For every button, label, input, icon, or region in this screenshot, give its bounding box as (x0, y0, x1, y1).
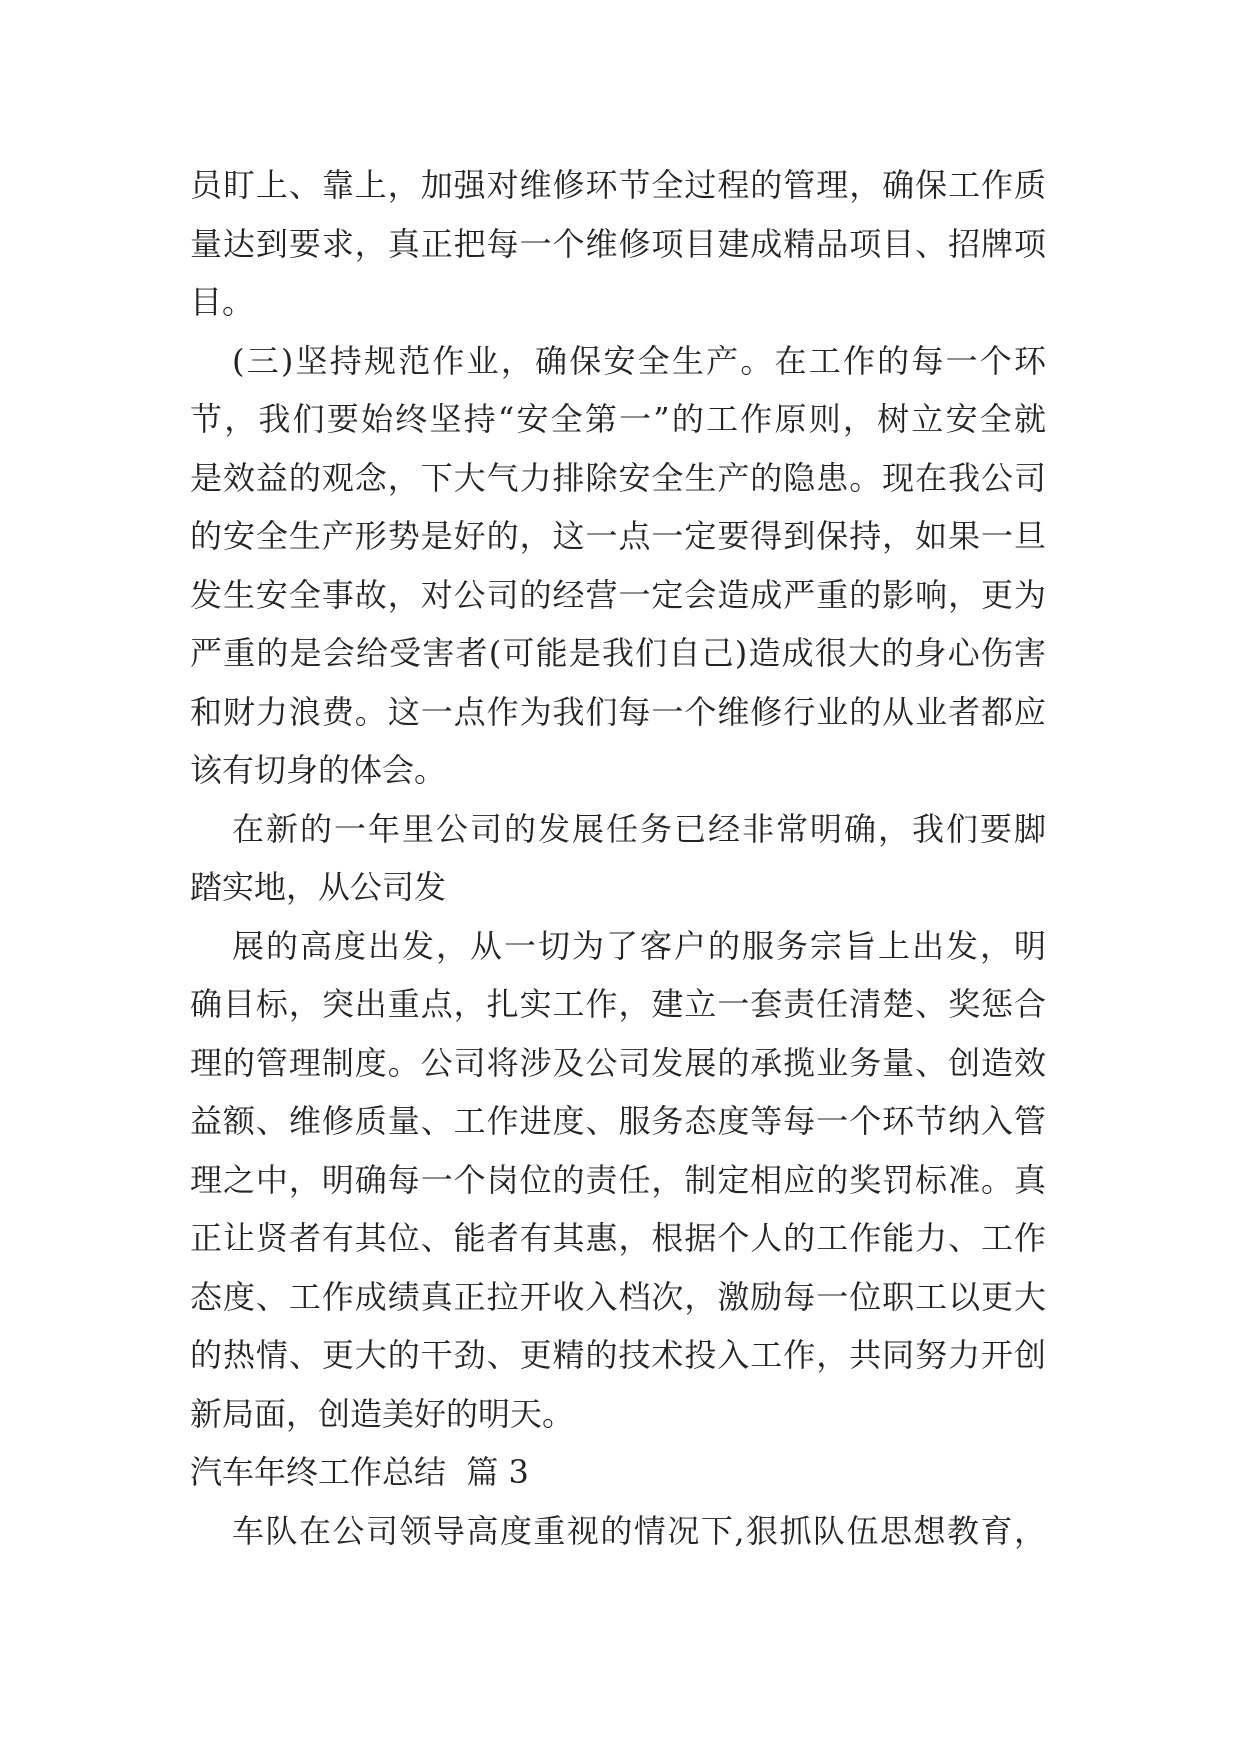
paragraph-first-line: 展的高度出发，从一切为了客户的服务宗旨上出发，明 (232, 926, 1046, 965)
document-body (190, 156, 1046, 1560)
text-line: 理的管理制度。公司将涉及公司发展的承揽业务量、创造效 (190, 1043, 1046, 1082)
text-line: 的热情、更大的干劲、更精的技术投入工作，共同努力开创 (190, 1336, 1046, 1374)
text-line: 严重的是会给受害者(可能是我们自己)造成很大的身心伤害 (190, 634, 1046, 672)
text-line: 发生安全事故，对公司的经营一定会造成严重的影响，更为 (190, 575, 1046, 614)
text-line: 和财力浪费。这一点作为我们每一个维修行业的从业者都应 (190, 692, 1046, 731)
paragraph-first-line: 在新的一年里公司的发展任务已经非常明确，我们要脚 (232, 809, 1046, 848)
text-line: 节，我们要始终坚持“安全第一”的工作原则，树立安全就 (190, 400, 1046, 438)
text-line: 员盯上、靠上，加强对维修环节全过程的管理，确保工作质 (190, 166, 1046, 204)
text-line: 正让贤者有其位、能者有其惠，根据个人的工作能力、工作 (190, 1219, 1046, 1257)
text-line: 理之中，明确每一个岗位的责任，制定相应的奖罚标准。真 (190, 1160, 1046, 1199)
text-line: 目。 (190, 283, 255, 321)
text-line: 量达到要求，真正把每一个维修项目建成精品项目、招牌项 (190, 224, 1046, 263)
paragraph-first-line: (三)坚持规范作业，确保安全生产。在工作的每一个环 (232, 341, 1046, 380)
text-line: 踏实地，从公司发 (190, 868, 447, 906)
text-line: 确目标，突出重点，扎实工作，建立一套责任清楚、奖惩合 (190, 985, 1046, 1023)
paragraph-first-line: 车队在公司领导高度重视的情况下,狠抓队伍思想教育， (232, 1511, 1046, 1550)
text-line: 新局面，创造美好的明天。 (190, 1394, 575, 1433)
text-line: 的安全生产形势是好的，这一点一定要得到保持，如果一旦 (190, 517, 1046, 555)
section-heading: 汽车年终工作总结 篇 3 (190, 1453, 529, 1491)
text-line: 益额、维修质量、工作进度、服务态度等每一个环节纳入管 (190, 1102, 1046, 1140)
text-line: 该有切身的体会。 (190, 751, 447, 789)
text-line: 态度、工作成绩真正拉开收入档次，激励每一位职工以更大 (190, 1277, 1046, 1316)
text-line: 是效益的观念，下大气力排除安全生产的隐患。现在我公司 (190, 458, 1046, 497)
